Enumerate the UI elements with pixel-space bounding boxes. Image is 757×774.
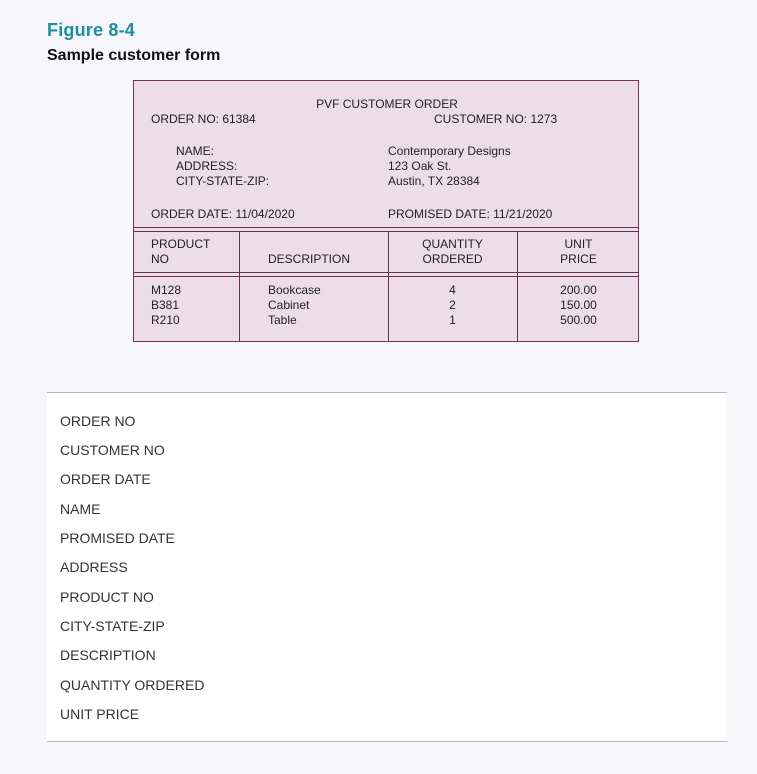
address-label: ADDRESS: bbox=[176, 159, 238, 173]
list-item: NAME bbox=[60, 501, 101, 517]
table-cell: Bookcase bbox=[268, 283, 321, 297]
list-item: ORDER DATE bbox=[60, 471, 151, 487]
quantity-column bbox=[388, 283, 517, 328]
description-column bbox=[268, 283, 321, 328]
list-item: CUSTOMER NO bbox=[60, 442, 165, 458]
table-cell: M128 bbox=[151, 283, 182, 297]
table-cell: R210 bbox=[151, 313, 180, 327]
header-description: DESCRIPTION bbox=[268, 252, 351, 266]
name-label: NAME: bbox=[176, 144, 215, 158]
form-title: PVF CUSTOMER ORDER bbox=[316, 97, 458, 111]
table-cell: 200.00 bbox=[560, 283, 597, 297]
header-quantity-ordered: QUANTITY ORDERED bbox=[422, 237, 483, 266]
name-value: Contemporary Designs bbox=[388, 144, 511, 158]
attribute-list bbox=[47, 392, 727, 742]
unit-price-column bbox=[517, 283, 640, 328]
column-divider bbox=[239, 231, 240, 342]
table-cell: 150.00 bbox=[560, 298, 597, 312]
figure-caption: Sample customer form bbox=[47, 47, 221, 64]
table-cell: B381 bbox=[151, 298, 180, 312]
table-cell: 500.00 bbox=[560, 313, 597, 327]
table-top-rule-inner bbox=[134, 231, 638, 232]
table-top-rule bbox=[134, 227, 638, 228]
list-item: ORDER NO bbox=[60, 413, 136, 429]
header-bottom-rule-inner bbox=[134, 276, 638, 277]
header-bottom-rule bbox=[134, 272, 638, 273]
header-product-no: PRODUCT NO bbox=[151, 237, 211, 266]
list-item: PROMISED DATE bbox=[60, 530, 175, 546]
promised-date: PROMISED DATE: 11/21/2020 bbox=[388, 207, 553, 221]
customer-no: CUSTOMER NO: 1273 bbox=[434, 112, 558, 126]
city-state-zip-value: Austin, TX 28384 bbox=[388, 174, 480, 188]
list-item: DESCRIPTION bbox=[60, 647, 156, 663]
product-no-column bbox=[151, 283, 181, 328]
table-cell: 4 bbox=[449, 283, 456, 297]
list-item: PRODUCT NO bbox=[60, 589, 154, 605]
header-unit-price: UNIT PRICE bbox=[560, 237, 597, 266]
list-item: UNIT PRICE bbox=[60, 706, 140, 722]
table-cell: Table bbox=[268, 313, 297, 327]
table-cell: 2 bbox=[449, 298, 456, 312]
order-no: ORDER NO: 61384 bbox=[151, 112, 256, 126]
customer-order-form bbox=[133, 80, 639, 342]
city-state-zip-label: CITY-STATE-ZIP: bbox=[176, 174, 270, 188]
table-cell: 1 bbox=[449, 313, 456, 327]
figure-label: Figure 8-4 bbox=[47, 20, 136, 40]
order-date: ORDER DATE: 11/04/2020 bbox=[151, 207, 295, 221]
list-item: CITY-STATE-ZIP bbox=[60, 618, 165, 634]
list-item: QUANTITY ORDERED bbox=[60, 677, 205, 693]
list-item: ADDRESS bbox=[60, 559, 128, 575]
table-cell: Cabinet bbox=[268, 298, 310, 312]
address-value: 123 Oak St. bbox=[388, 159, 452, 173]
